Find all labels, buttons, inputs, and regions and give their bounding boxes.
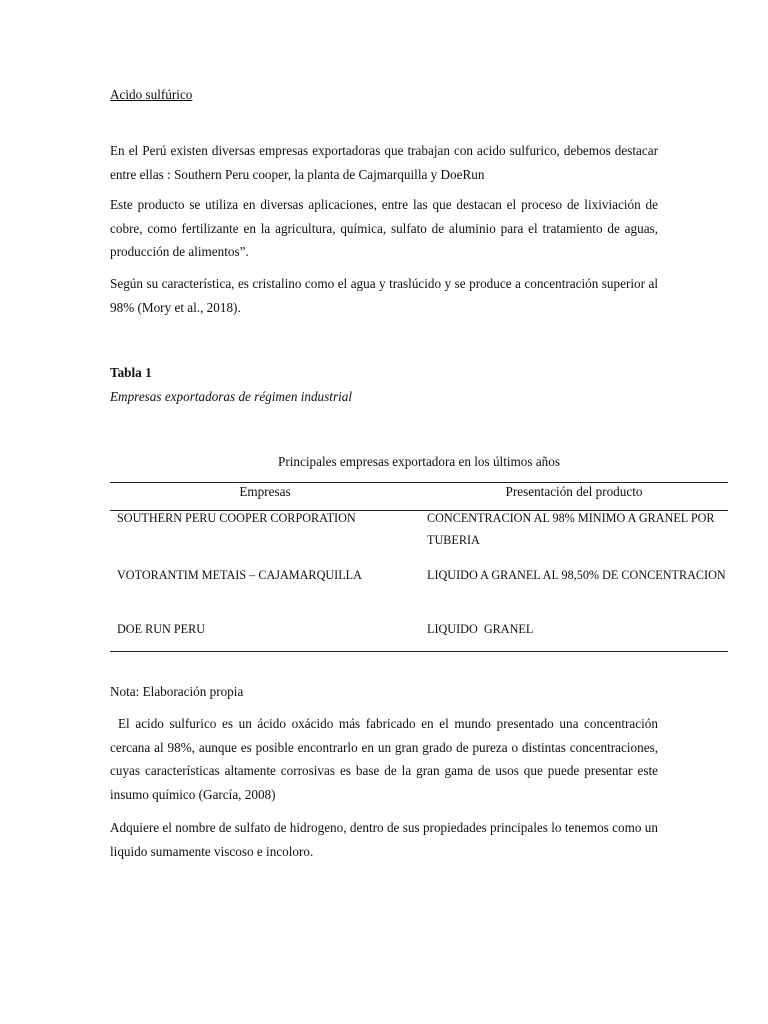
table-note: Nota: Elaboración propia <box>110 684 244 699</box>
paragraph-description: El acido sulfurico es un ácido oxácido más fabricado en el mundo presentado una concentración cercana al 98%, aunque es posible encontrarlo en un gran grado de pureza o distintas concentraciones, cuyas características altamente corrosivas es base de la gran gama de usos que puede presentar este insumo químico (García, 2008) <box>110 716 658 802</box>
table-header-presentation: Presentación del producto <box>505 484 643 499</box>
section-heading: Acido sulfúrico <box>110 87 193 102</box>
paragraph-characteristics: Según su característica, es cristalino como el agua y traslúcido y se produce a concentración superior al 98% (Mory et al., 2018). <box>110 276 658 315</box>
table-caption: Principales empresas exportadora en los últimos años <box>278 454 560 469</box>
paragraph-applications: Este producto se utiliza en diversas aplicaciones, entre las que destacan el proceso de lixiviación de cobre, como fertilizante en la agricultura, química, sulfato de aluminio para el tratamiento de aguas, producción de alimentos”. <box>110 197 658 259</box>
table-cell-company: DOE RUN PERU <box>117 622 206 636</box>
paragraph-exporters: En el Perú existen diversas empresas exportadoras que trabajan con acido sulfurico, debemos destacar entre ellas : Southern Peru cooper, la planta de Cajmarquilla y DoeRun <box>110 143 658 182</box>
table-cell-company: SOUTHERN PERU COOPER CORPORATION <box>117 511 356 525</box>
paragraph-properties: Adquiere el nombre de sulfato de hidrogeno, dentro de sus propiedades principales lo tenemos como un liquido sumamente viscoso e incoloro. <box>110 820 658 859</box>
table-header-companies: Empresas <box>239 484 291 499</box>
table-cell-presentation: LIQUIDO A GRANEL AL 98,50% DE CONCENTRACION <box>427 568 726 582</box>
table-title: Empresas exportadoras de régimen industrial <box>110 389 352 404</box>
table-label: Tabla 1 <box>110 365 152 380</box>
table-cell-presentation: CONCENTRACION AL 98% MINIMO A GRANEL POR TUBERIA <box>427 511 715 547</box>
table-cell-presentation: LIQUIDO GRANEL <box>427 622 534 636</box>
table-cell-company: VOTORANTIM METAIS – CAJAMARQUILLA <box>117 568 362 582</box>
table-bottom-rule <box>110 651 728 652</box>
